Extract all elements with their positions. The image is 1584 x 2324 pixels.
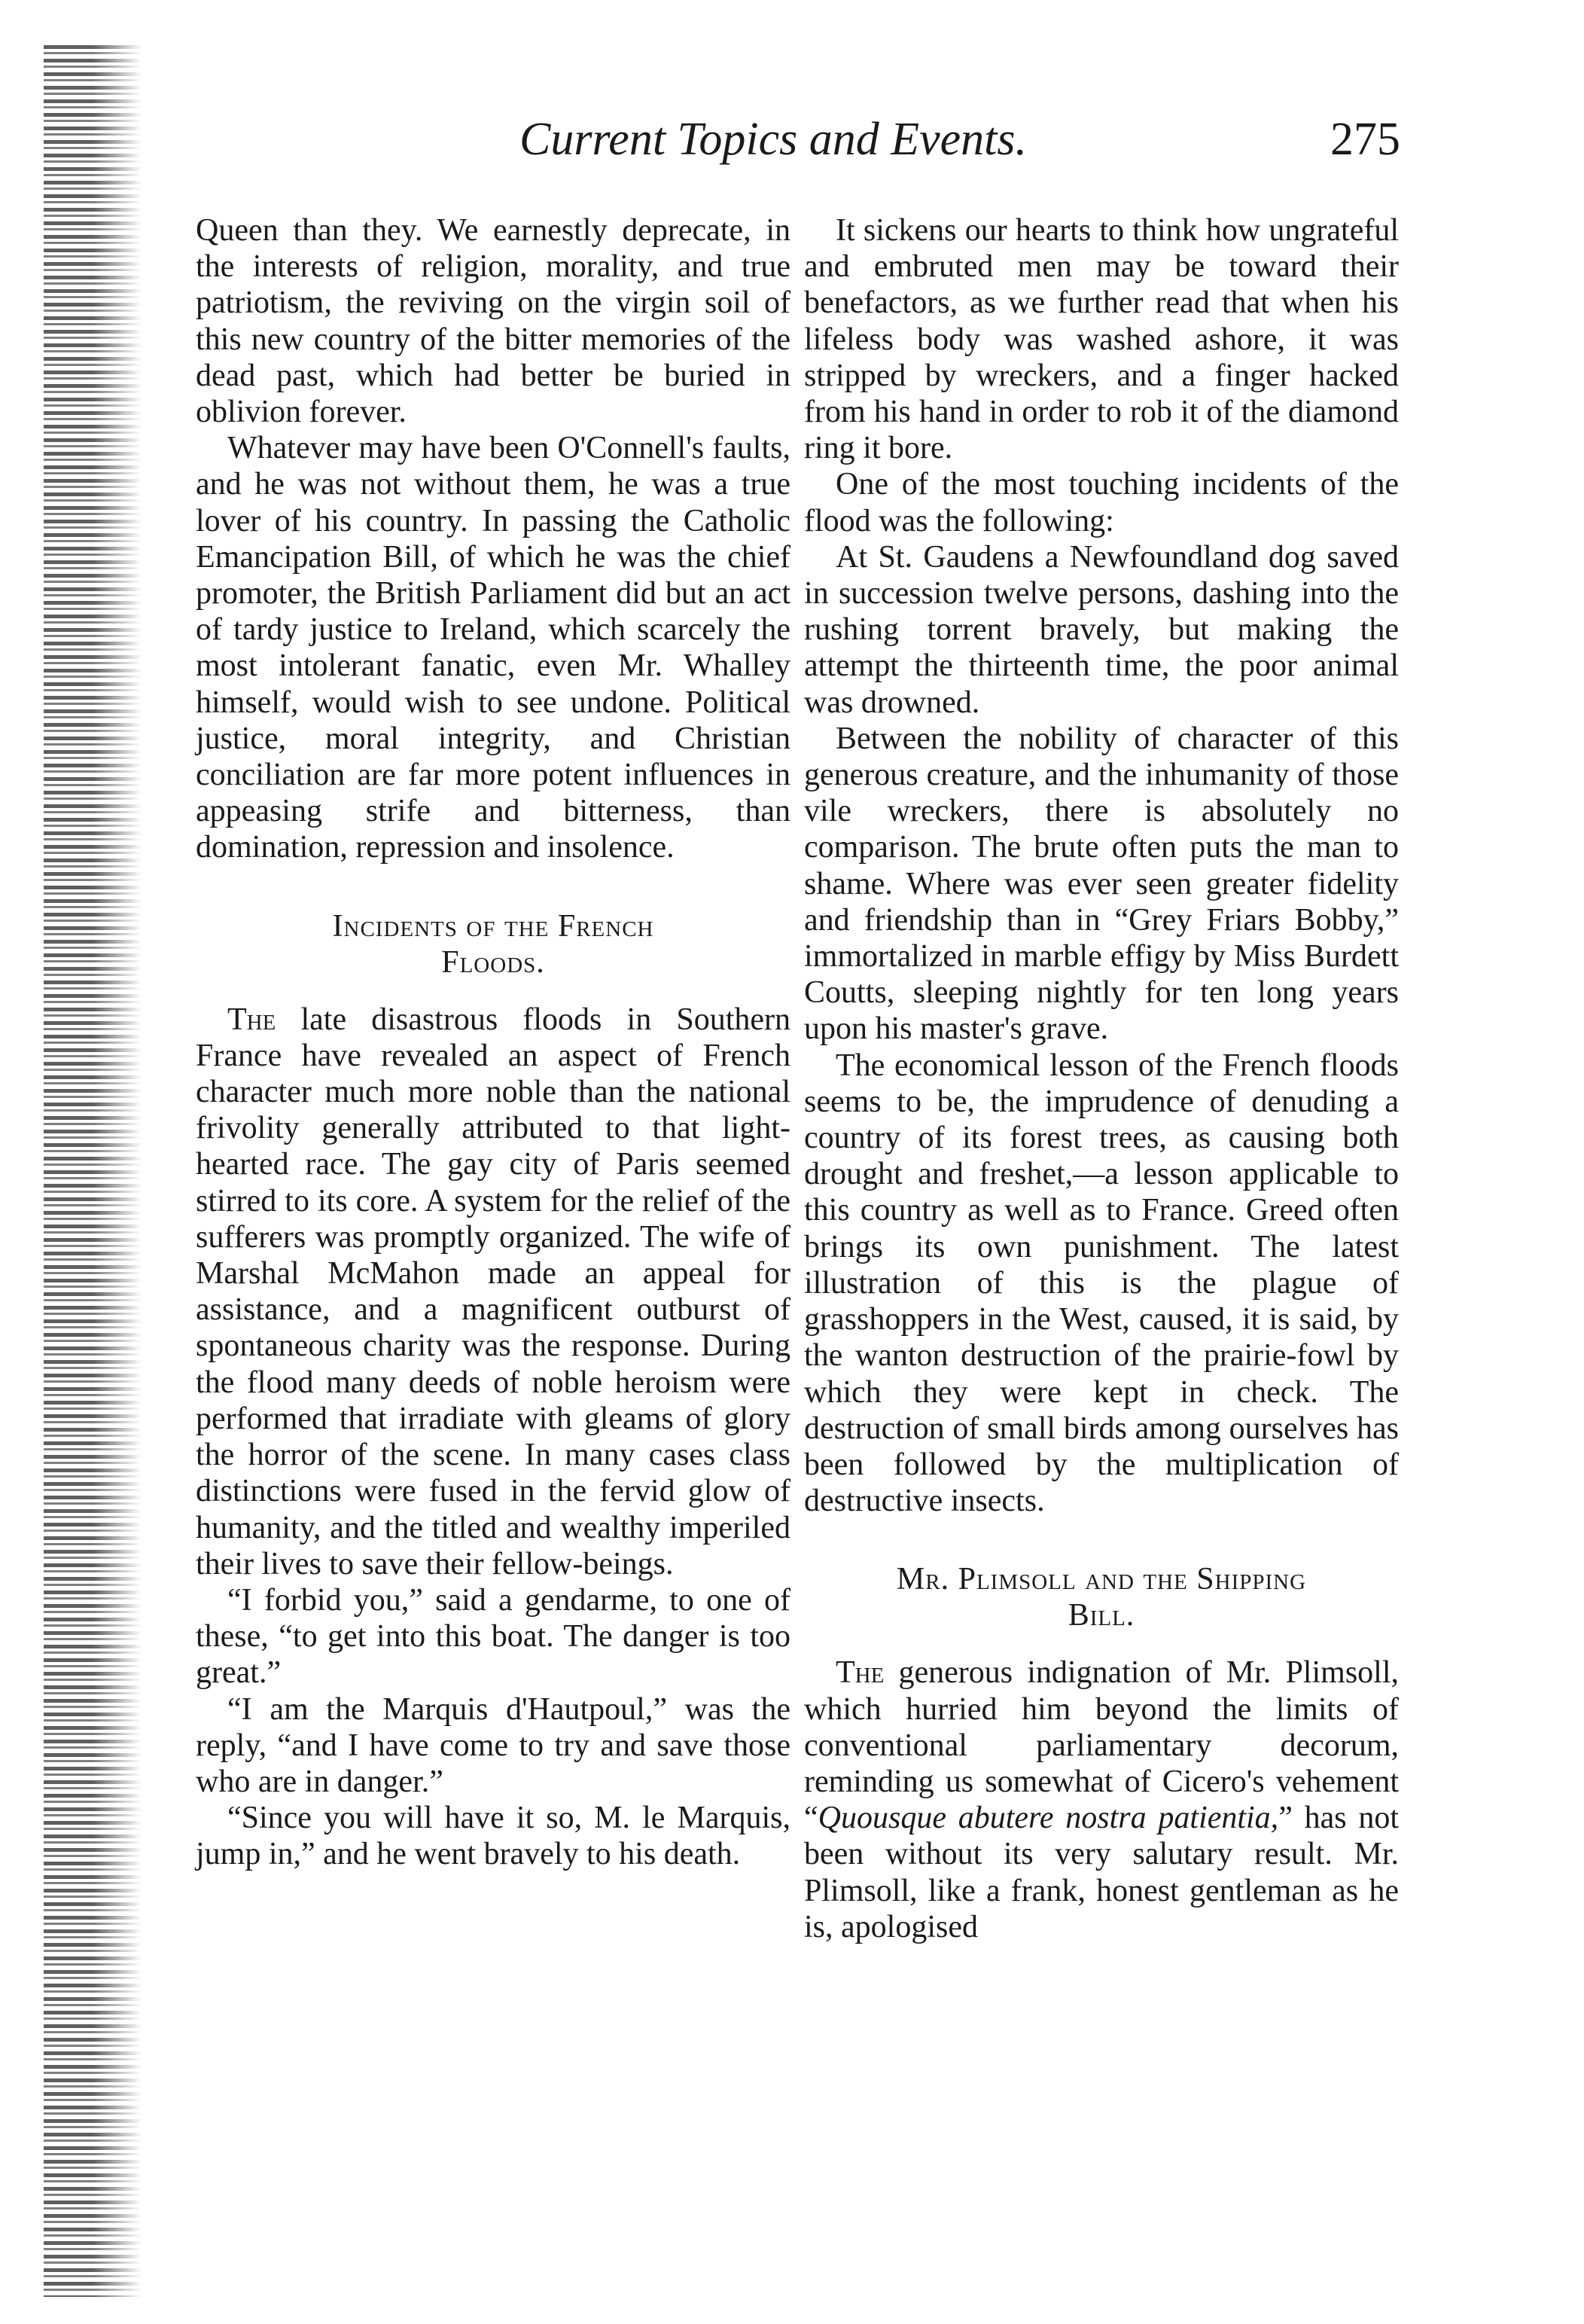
paragraph: “I forbid you,” said a gendarme, to one of these, “to get into this boat. The danger is too great.” bbox=[196, 1582, 790, 1691]
paragraph: Whatever may have been O'Connell's faults, and he was not without them, he was a true lover of his country. In passing the Catholic Emancipation Bill, of which he was the chief promoter, the British Parliament did but an act of tardy justice to Ireland, which scarcely the most intolerant fanatic, even Mr. Whalley himself, would wish to see undone. Political justice, moral integrity, and Christian conciliation are far more potent influences in appeasing strife and bitterness, than domination, repression and insolence. bbox=[196, 431, 790, 865]
paragraph-text: ” has not been without its very salutary result. Mr. Plimsoll, like a frank, honest gentleman as he is, apologised bbox=[804, 1801, 1400, 1944]
paragraph bbox=[804, 1655, 1399, 1945]
book-binding-edge bbox=[44, 45, 142, 2297]
paragraph-text: generous indignation of Mr. Plimsoll, which hurried him beyond the limits of conventional parliamentary decorum, reminding us somewhat of Cicero's vehement “ bbox=[804, 1655, 1399, 1836]
heading-line: Floods. bbox=[441, 944, 545, 980]
section-heading-french-floods bbox=[196, 908, 790, 981]
heading-line: Mr. Plimsoll and the Shipping bbox=[896, 1562, 1307, 1597]
paragraph: One of the most touching incidents of the flood was the following: bbox=[804, 467, 1399, 538]
page-number: 275 bbox=[1330, 114, 1400, 165]
paragraph bbox=[196, 1002, 790, 1582]
right-column bbox=[804, 212, 1399, 1945]
left-column bbox=[196, 212, 790, 1873]
paragraph: It sickens our hearts to think how ungrateful and embruted men may be toward their benefactors, as we further read that when his lifeless body was washed ashore, it was stripped by wreckers, and a finger hacked from his hand in order to rob it of the diamond ring it bore. bbox=[804, 213, 1399, 466]
running-head: Current Topics and Events. bbox=[519, 114, 1027, 165]
paragraph: “I am the Marquis d'Hautpoul,” was the reply, “and I have come to try and save those who are in danger.” bbox=[196, 1691, 790, 1799]
paragraph: At St. Gaudens a Newfoundland dog saved in succession twelve persons, dashing into the rushing torrent bravely, but making the attempt the thirteenth time, the poor animal was drowned. bbox=[804, 539, 1399, 720]
lead-word: The bbox=[836, 1655, 885, 1691]
section-heading-plimsoll bbox=[804, 1561, 1399, 1633]
paragraph: The economical lesson of the French floods seems to be, the imprudence of denuding a country of its forest trees, as causing both drought and freshet,—a lesson applicable to this country as well as to France. Greed often brings its own punishment. The latest illustration of this is the plague of grasshoppers in the West, caused, it is said, by the wanton destruction of the prairie-fowl by which they were kept in check. The destruction of small birds among ourselves has been followed by the multiplication of destructive insects. bbox=[804, 1048, 1399, 1519]
lead-word: The bbox=[227, 1002, 276, 1037]
paragraph: Between the nobility of character of this generous creature, and the inhumanity of those vile wreckers, there is absolutely no comparison. The brute often puts the man to shame. Where was ever seen greater fidelity and friendship than in “Grey Friars Bobby,” immortalized in marble effigy by Miss Burdett Coutts, sleeping nightly for ten long years upon his master's grave. bbox=[804, 721, 1399, 1047]
paragraph: Queen than they. We earnestly deprecate, in the interests of religion, morality, and true patriotism, the reviving on the virgin soil of this new country of the bitter memories of the dead past, which had better be buried in oblivion forever. bbox=[196, 213, 790, 430]
heading-line: Incidents of the French bbox=[332, 908, 654, 944]
paragraph-text: late disastrous floods in Southern France have revealed an aspect of French character much more noble than the national frivolity generally attributed to that light-hearted race. The gay city of Paris seemed stirred to its core. A system for the relief of the sufferers was promptly organized. The wife of Marshal McMahon made an appeal for assistance, and a magnificent outburst of spontaneous charity was the response. During the flood many deeds of noble heroism were performed that irradiate with gleams of glory the horror of the scene. In many cases class distinctions were fused in the fervid glow of humanity, and the titled and wealthy imperiled their lives to save their fellow-beings. bbox=[196, 1002, 790, 1581]
paragraph: “Since you will have it so, M. le Marquis, jump in,” and he went bravely to his death. bbox=[196, 1801, 790, 1872]
page-header bbox=[181, 113, 1400, 188]
latin-quotation: Quousque abutere nostra patientia, bbox=[818, 1801, 1279, 1836]
heading-line: Bill. bbox=[1068, 1598, 1135, 1633]
